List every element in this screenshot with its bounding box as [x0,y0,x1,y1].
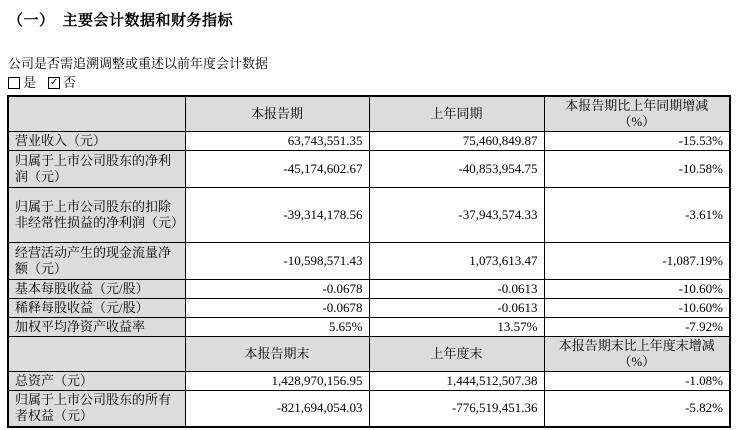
header-change-end-line2: （%） [618,353,656,369]
header-change-line2: （%） [618,113,656,129]
table-row-owners-equity [8,390,730,427]
table-row-total-assets [8,371,730,390]
value-change: -3.61% [544,187,730,242]
value-prior: -0.0613 [369,279,544,298]
checkbox-no-box: ✓ [49,77,59,88]
row-label: 稀释每股收益（元/股） [8,298,185,317]
header-change-period [544,96,730,131]
row-label: 加权平均净资产收益率 [8,317,185,336]
table-row-cash-flow [8,242,730,279]
checkbox-yes [8,75,36,91]
table-row-diluted-eps [8,298,730,317]
row-label: 基本每股收益（元/股） [8,279,185,298]
table-row-net-profit [8,150,730,187]
row-label: 归属于上市公司股东的净利润（元） [8,150,185,187]
value-change: -10.60% [544,279,730,298]
value-prior: 1,073,613.47 [369,242,544,279]
table-row-net-profit-excl [8,187,730,242]
value-prior: -40,853,954.75 [369,150,544,187]
value-change: -7.92% [544,317,730,336]
header-change-end-line1: 本报告期末比上年度末增减 [558,337,715,353]
header-prior-period: 上年同期 [369,96,544,131]
row-label: 总资产（元） [8,371,185,390]
value-prior: 1,444,512,507.38 [369,371,544,390]
header-current-period-end: 本报告期末 [185,336,369,371]
value-current: -821,694,054.03 [185,390,369,427]
value-current: -45,174,602.67 [185,150,369,187]
value-current: 1,428,970,156.95 [185,371,369,390]
value-prior: 13.57% [369,317,544,336]
header-change-line1: 本报告期比上年同期增减 [565,97,709,113]
value-change: -1,087.19% [544,242,730,279]
checkbox-no [48,75,76,91]
table-row-basic-eps [8,279,730,298]
value-current: 63,743,551.35 [185,131,369,150]
page-title: （一） 主要会计数据和财务指标 [8,13,234,29]
value-current: 5.65% [185,317,369,336]
checkbox-no-label: 否 [63,75,77,90]
header-row-period [8,96,730,131]
value-change: -10.58% [544,150,730,187]
table-row-revenue [8,131,730,150]
checkbox-yes-box [8,77,20,89]
value-current: -39,314,178.56 [185,187,369,242]
value-prior: -776,519,451.36 [369,390,544,427]
value-prior: 75,460,849.87 [369,131,544,150]
checkbox-yes-label: 是 [23,75,37,90]
header-blank [8,336,185,371]
value-current: -0.0678 [185,279,369,298]
header-change-period-end [544,336,730,371]
header-prior-year-end: 上年度末 [369,336,544,371]
financial-table [7,95,731,428]
value-current: -0.0678 [185,298,369,317]
row-label: 经营活动产生的现金流量净额（元） [8,242,185,279]
header-current-period: 本报告期 [185,96,369,131]
value-change: -5.82% [544,390,730,427]
question-text: 公司是否需追溯调整或重述以前年度会计数据 [8,56,269,71]
row-label: 归属于上市公司股东的扣除非经常性损益的净利润（元） [8,187,185,242]
value-prior: -0.0613 [369,298,544,317]
value-change: -15.53% [544,131,730,150]
header-blank [8,96,185,131]
row-label: 归属于上市公司股东的所有者权益（元） [8,390,185,427]
value-change: -10.60% [544,298,730,317]
row-label: 营业收入（元） [8,131,185,150]
value-prior: -37,943,574.33 [369,187,544,242]
header-row-period-end [8,336,730,371]
value-change: -1.08% [544,371,730,390]
value-current: -10,598,571.43 [185,242,369,279]
restate-options [0,72,736,95]
table-row-roe [8,317,730,336]
